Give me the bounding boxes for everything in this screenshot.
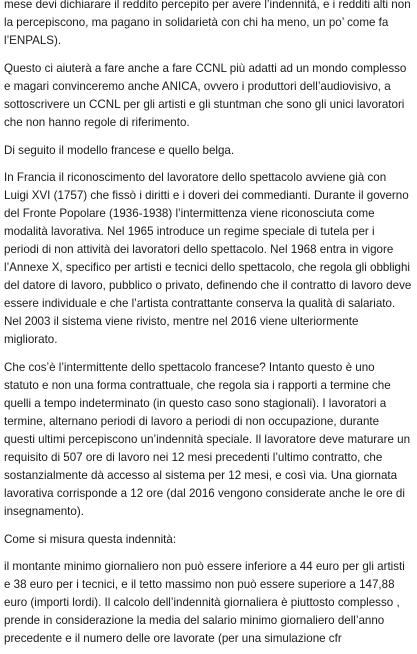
paragraph-enpals-note: mese devi dichiarare il reddito percepito per avere l’indennità, e i redditi alti non la percepiscono, ma pagano in solidarietà con chi ha meno, un po’ come fa l’ENPALS). xyxy=(4,0,411,47)
paragraph-intro-models: Di seguito il modello francese e quello belga. xyxy=(4,144,235,157)
document-body xyxy=(4,0,412,654)
paragraph-france-history: In Francia il riconoscimento del lavoratore dello spettacolo avviene già con Luigi XVI (1757) che fissò i diritti e i doveri dei commedianti. Durante il governo del Fronte Popolare (1936-1938) l’intermittenza viene riconosciuta come modalità lavorativa. Nel 1965 introduce un regime speciale di tutela per i periodi di non attività dei lavoratori dello spettacolo. Nel 1968 entra in vigore l’Annexe X, specifico per artisti e tecnici dello spettacolo, che regola gli obblighi del datore di lavoro, pubblico o privato, definendo che il contratto di lavoro deve essere individuale e che l’artista contrattante conserva la qualità di salariato. Nel 2003 il sistema viene rivisto, mentre nel 2016 viene ulteriormente migliorato. xyxy=(4,171,412,346)
paragraph-daily-amount: il montante minimo giornaliero non può essere inferiore a 44 euro per gli artisti e 38 euro per i tecnici, e il tetto massimo non può essere superiore a 147,88 euro (importi lordi). Il calcolo dell’indennità giornaliera è piuttosto complesso , prende in considerazione la media del salario minimo giornaliero dell’anno precedente e il numero delle ore lavorate (per una simulazione cfr xyxy=(4,560,405,645)
paragraph-measure-heading: Come si misura questa indennità: xyxy=(4,533,177,546)
paragraph-intermittent-definition: Che cos’è l’intermittente dello spettacolo francese? Intanto questo è uno statuto e non una forma contrattuale, che regola sia i rapporti a termine che quelli a tempo indeterminato (in questo caso sono stagionali). I lavoratori a termine, alternano periodi di lavoro a periodi di non occupazione, durante questi ultimi percepiscono un’indennità speciale. Il lavoratore deve maturare un requisito di 507 ore di lavoro nei 12 mesi precedenti l’ultimo contratto, che sostanzialmente dà accesso al sistema per 12 mesi, e così via. Una giornata lavorativa corrisponde a 12 ore (dal 2016 vengono considerate anche le ore di insegnamento). xyxy=(4,361,411,518)
paragraph-ccnl-anica: Questo ci aiuterà a fare anche a fare CCNL più adatti ad un mondo complesso e magari convinceremo anche ANICA, ovvero i produttori dell’audiovisivo, a sottoscrivere un CCNL per gli artisti e gli stuntman che sono gli unici lavoratori che non hanno regole di riferimento. xyxy=(4,62,407,129)
